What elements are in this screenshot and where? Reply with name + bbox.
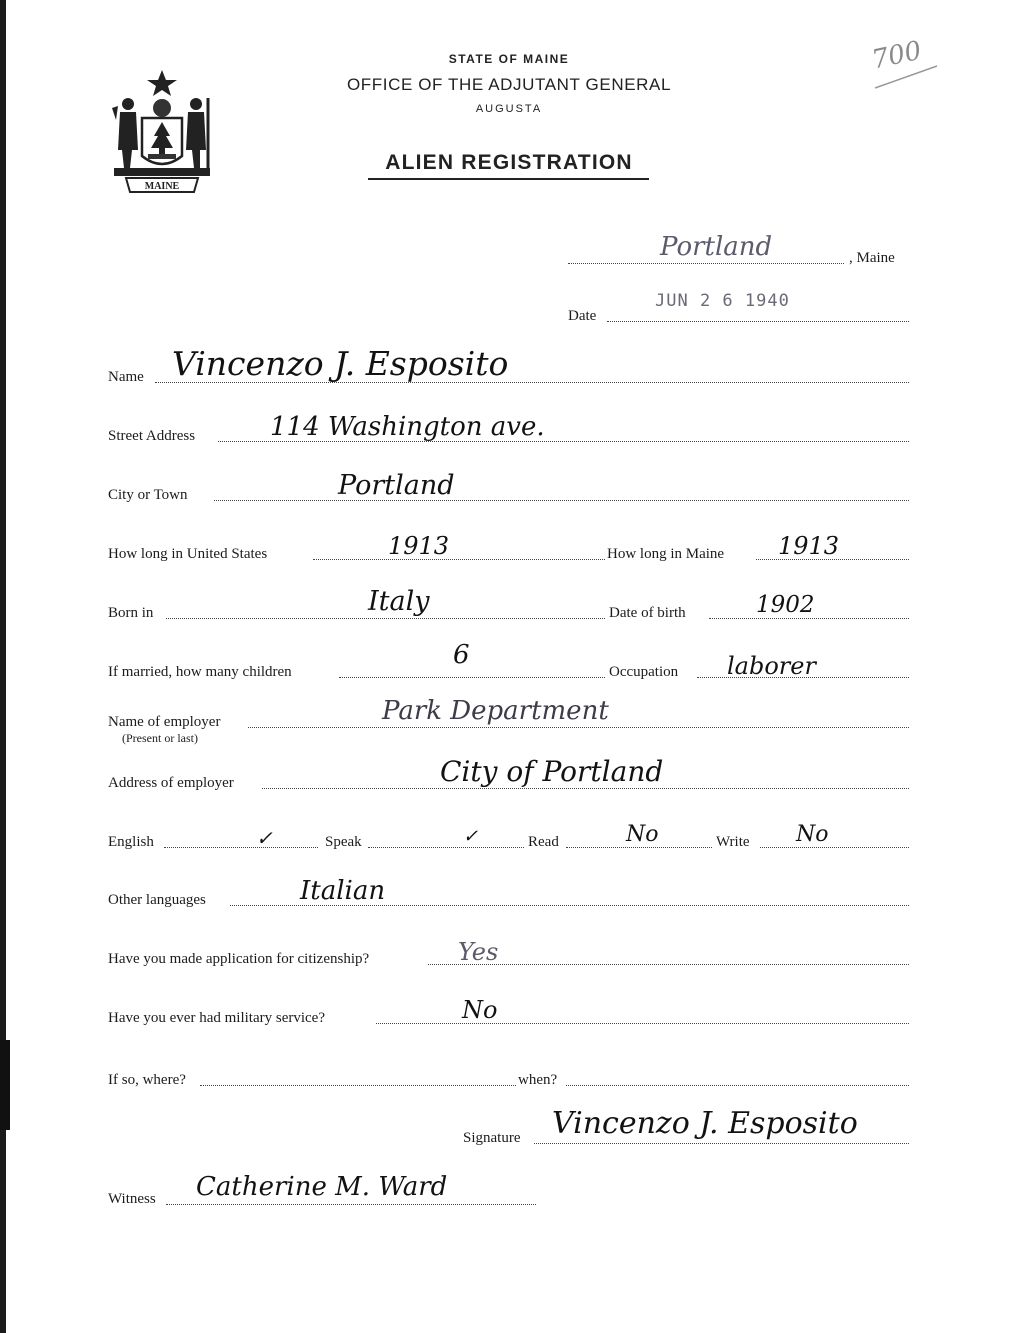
military-label: Have you ever had military service? [108, 1010, 325, 1026]
children-line [339, 677, 605, 678]
street-address-value: 114 Washington ave. [270, 412, 545, 442]
employer-address-label: Address of employer [108, 775, 234, 791]
signature-value: Vincenzo J. Esposito [552, 1106, 858, 1141]
corner-note-text: 700 [869, 35, 925, 76]
date-of-birth-label: Date of birth [609, 605, 686, 621]
born-in-line [166, 618, 605, 619]
how-long-maine-label: How long in Maine [607, 546, 725, 562]
children-label: If married, how many children [108, 664, 292, 680]
city-line [214, 500, 909, 501]
signature-label: Signature [463, 1130, 521, 1146]
date-of-birth-value: 1902 [756, 592, 815, 618]
occupation-value: laborer [727, 652, 816, 680]
scan-edge-mark [0, 1040, 10, 1130]
where-line [200, 1085, 516, 1086]
form-title: ALIEN REGISTRATION [385, 151, 633, 174]
employer-sublabel: (Present or last) [122, 731, 198, 745]
employer-value: Park Department [382, 696, 609, 726]
write-line [760, 847, 909, 848]
read-line [566, 847, 712, 848]
signature-line [534, 1143, 909, 1144]
when-line [566, 1085, 909, 1086]
how-long-us-line [313, 559, 605, 560]
english-label: English [108, 834, 154, 850]
witness-label: Witness [108, 1191, 156, 1207]
military-line [376, 1023, 909, 1024]
read-value: No [626, 822, 659, 847]
military-value: No [462, 996, 498, 1024]
write-label: Write [716, 834, 750, 850]
children-value: 6 [453, 640, 470, 670]
how-long-maine-value: 1913 [778, 532, 840, 560]
date-of-birth-line [709, 618, 909, 619]
born-in-value: Italy [368, 586, 430, 617]
date-label: Date [568, 308, 597, 324]
born-in-label: Born in [108, 605, 154, 621]
read-label: Read [528, 834, 559, 850]
place-line [568, 263, 844, 264]
maine-suffix: , Maine [849, 250, 895, 266]
employer-address-line [262, 788, 909, 789]
english-line [164, 847, 318, 848]
name-value: Vincenzo J. Esposito [172, 344, 509, 383]
write-value: No [796, 822, 829, 847]
employer-line [248, 727, 909, 728]
city-heading: AUGUSTA [475, 103, 543, 115]
occupation-label: Occupation [609, 664, 679, 680]
how-long-us-label: How long in United States [108, 546, 268, 562]
speak-line [368, 847, 524, 848]
citizenship-label: Have you made application for citizenship? [108, 951, 370, 967]
employer-label: Name of employer [108, 714, 221, 730]
other-languages-label: Other languages [108, 892, 206, 908]
witness-value: Catherine M. Ward [196, 1172, 448, 1202]
title-underline [368, 178, 649, 180]
date-line [607, 321, 909, 322]
english-value: ✓ [256, 826, 273, 850]
date-stamp: JUN 2 6 1940 [655, 291, 790, 311]
scan-edge [0, 0, 6, 1333]
city-label: City or Town [108, 487, 188, 503]
state-heading: STATE OF MAINE [448, 52, 570, 66]
citizenship-line [428, 964, 909, 965]
office-heading: OFFICE OF THE ADJUTANT GENERAL [346, 75, 672, 94]
when-label: when? [518, 1072, 558, 1088]
city-value: Portland [338, 470, 455, 501]
place-value: Portland [660, 232, 773, 262]
street-address-label: Street Address [108, 428, 196, 444]
citizenship-value: Yes [458, 938, 499, 966]
how-long-us-value: 1913 [388, 532, 450, 560]
seal-banner-text: MAINE [144, 181, 180, 192]
where-label: If so, where? [108, 1072, 186, 1088]
speak-value: ✓ [463, 826, 479, 847]
witness-line [166, 1204, 536, 1205]
name-label: Name [108, 369, 144, 385]
employer-address-value: City of Portland [440, 755, 664, 788]
speak-label: Speak [325, 834, 362, 850]
other-languages-value: Italian [300, 876, 386, 906]
